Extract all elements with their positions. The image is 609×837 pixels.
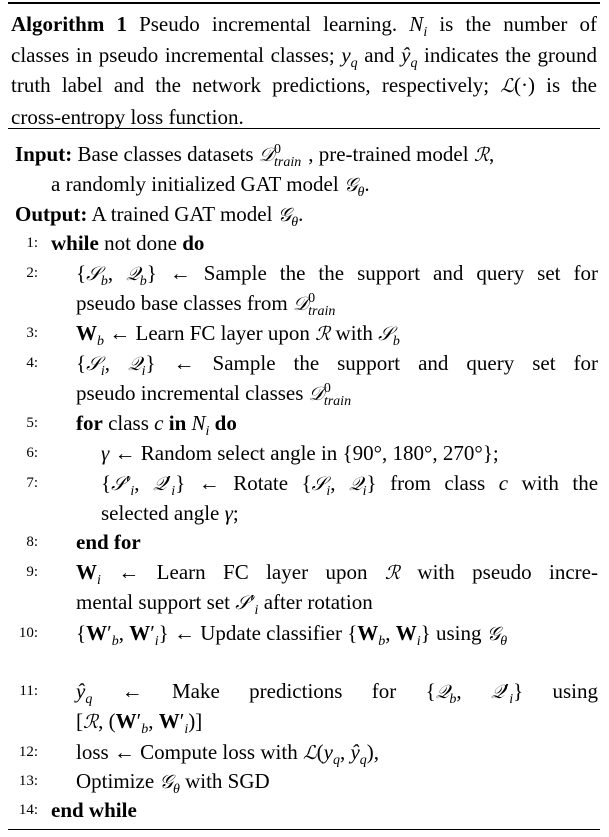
input-line-1: Input: Base classes datasets 𝒟$^0_{train}$ , pre-trained model ℛ,	[15, 142, 495, 171]
step-14: 14: end while	[0, 795, 609, 825]
bottom-rule	[8, 829, 600, 830]
step-9-cont: mental support set $𝒮'_i$ after rotation	[76, 590, 373, 619]
algorithm-caption: Algorithm 1 Pseudo incremental learning. $N_i$ is the number of classes in pseudo incremental classes; $y_q$ and $ŷ_q$ indicates the ground truth label and the network predictions, respectively; ℒ(·) is the cross-entropy loss function.	[11, 12, 597, 129]
step-2-cont: pseudo base classes from 𝒟$^0_{train}$	[76, 291, 336, 320]
output-label: Output:	[15, 202, 88, 226]
step-7-cont: selected angle γ;	[101, 501, 239, 525]
step-number: 4:	[26, 355, 38, 371]
step-7: 7: {$𝒮'_i$, $𝒬'_i$} ← Rotate {𝒮$_i$, 𝒬$_i$} from class c with the	[0, 468, 609, 498]
step-6: 6: γ ← Random select angle in {90°, 180°, 270°};	[0, 438, 609, 468]
step-2: 2: {𝒮$_b$, 𝒬$_b$} ← Sample the the support and query set for	[0, 258, 609, 288]
step-number: 7:	[26, 475, 38, 491]
step-11: 11: $ŷ_q$ ← Make predictions for {𝒬$_b$, $𝒬'_i$} using	[0, 676, 609, 706]
top-rule	[8, 2, 600, 4]
step-1: 1: while not done do	[0, 228, 609, 258]
step-3: 3: $W_b$ ← Learn FC layer upon ℛ with 𝒮$_b$	[0, 318, 609, 348]
step-5: 5: for class c in $N_i$ do	[0, 408, 609, 438]
step-number: 13:	[18, 773, 38, 789]
step-number: 2:	[26, 265, 38, 281]
input-line-2: a randomly initialized GAT model 𝒢$_\theta$.	[51, 172, 370, 201]
step-number: 3:	[26, 325, 38, 341]
step-4: 4: {𝒮$_i$, 𝒬$_i$} ← Sample the support and query set for	[0, 348, 609, 378]
step-10: 10: {$W'_b$, $W'_i$} ← Update classifier {$W_b$, $W_i$} using 𝒢$_\theta$	[0, 618, 609, 648]
step-number: 14:	[18, 802, 38, 818]
step-12: 12: loss ← Compute loss with $ℒ(y_q$, $ŷ_q$),	[0, 737, 609, 767]
step-8: 8: end for	[0, 527, 609, 557]
step-4-cont: pseudo incremental classes 𝒟$^0_{train}$	[76, 381, 352, 410]
step-number: 9:	[26, 564, 38, 580]
step-13: 13: Optimize 𝒢$_\theta$ with SGD	[0, 766, 609, 796]
output-line: Output: A trained GAT model 𝒢$_\theta$.	[15, 202, 304, 231]
step-number: 10:	[18, 625, 38, 641]
step-9: 9: $W_i$ ← Learn FC layer upon ℛ with pseudo incre-	[0, 557, 609, 587]
algorithm-label: Algorithm 1	[11, 12, 127, 36]
step-number: 11:	[19, 683, 38, 699]
step-number: 5:	[26, 415, 38, 431]
step-number: 12:	[18, 744, 38, 760]
step-number: 1:	[26, 235, 38, 251]
step-number: 8:	[26, 534, 38, 550]
step-11-cont: [ℛ, ($W'_b$, $W'_i$)]	[76, 709, 203, 738]
input-label: Input:	[15, 142, 73, 166]
step-number: 6:	[26, 445, 38, 461]
